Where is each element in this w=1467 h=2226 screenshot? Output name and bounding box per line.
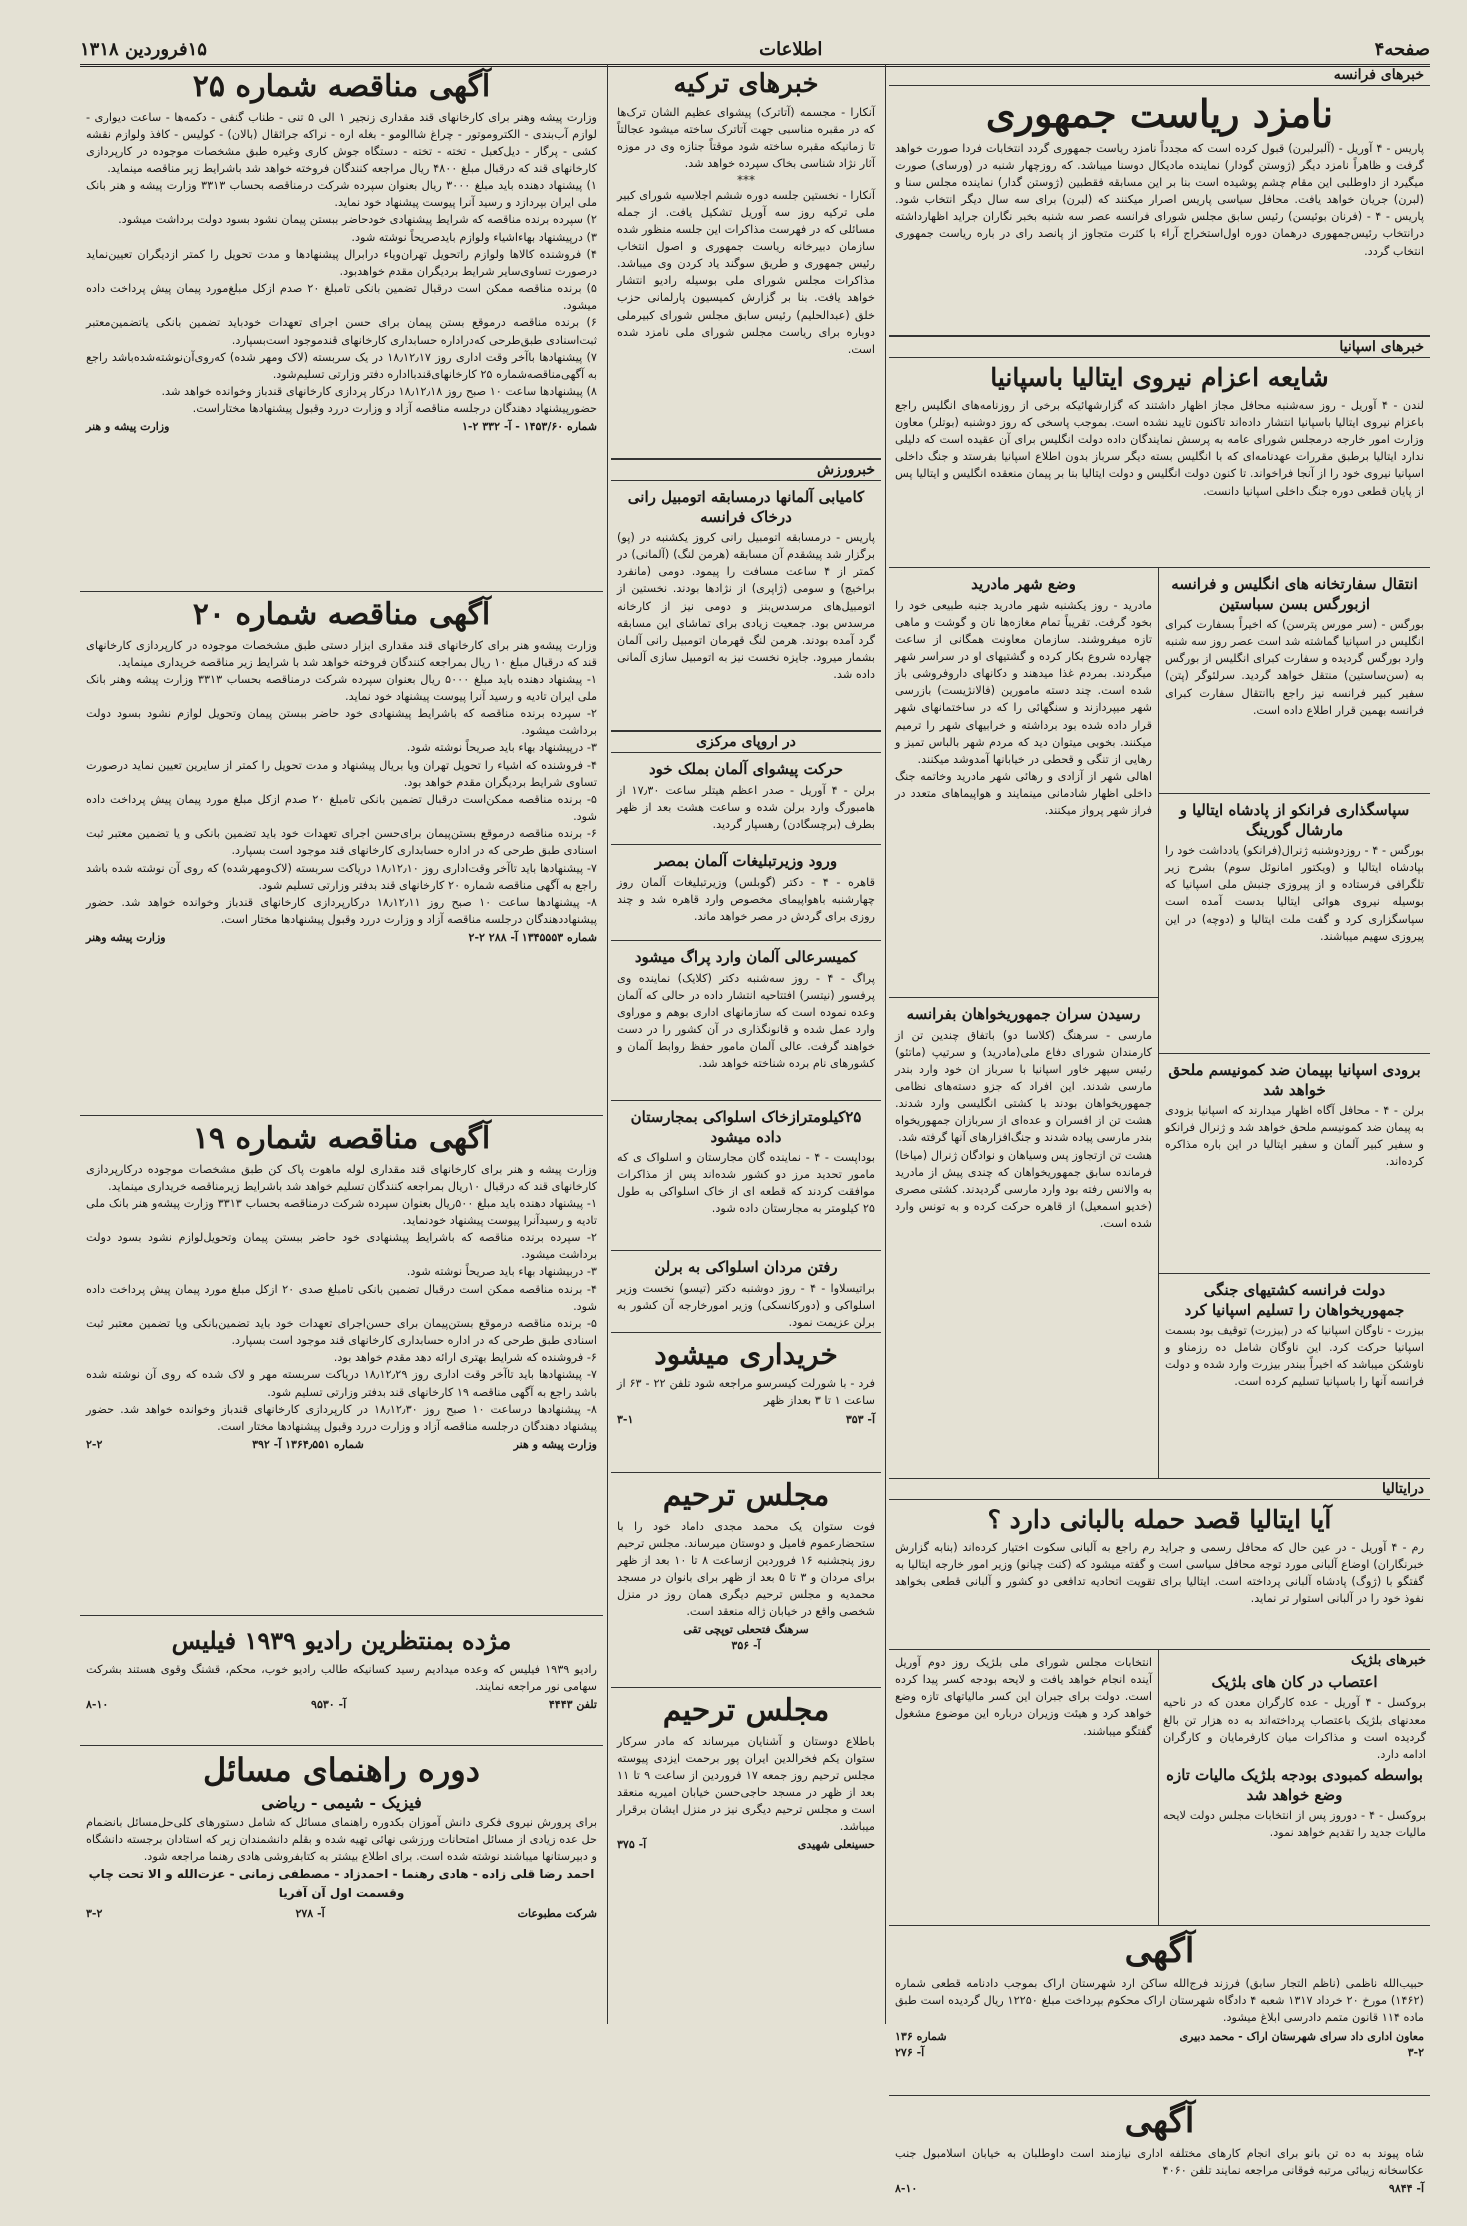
issue-date: ۱۵فروردین ۱۳۱۸ — [80, 38, 207, 60]
article-headline: آیا ایتالیا قصد حمله بالبانی دارد ؟ — [987, 1505, 1332, 1534]
notice-jobs — [889, 2096, 1430, 2226]
article-body: رم - ۴ آوریل - در عین حال که محافل رسمی و جراید رم راجع به آلبانی سکوت اختیار کرده‌اند (بنابه گزارش خبرنگاران) اوضاع آلبانی مورد توجه محافل سیاسی است و گفته میشود که (کنت چیانو) وزیر امور خارجه ایتالیا به گفتگو با (ژوگ) پادشاه آلبانی پرداخته است. ایتالیا برای تقویت اتحادیه تدافعی دو کشور و آلبانی قطعی بخواهد نفوذ خود را در آلبانی استوار تر نماید. — [895, 1540, 1424, 1606]
tender-signature: وزارت پیشه وهنر — [86, 931, 166, 945]
tender-condition: ۲) سپرده برنده مناقصه که شرایط پیشنهادی خودحاضر ببستن پیمان نشود بسود دولت برداشت میشود. — [118, 213, 597, 227]
tender-condition: ۴- فروشنده که اشیاء را تحویل تهران ویا بریال پیشنهاد و مدت تحویل را کمتر از سایرین تعیین نماید درصورت تساوی شرایط بردیگران مقدم خواهد بود. — [86, 758, 597, 789]
notice-body: شاه پیوند به ده تن بانو برای انجام کارهای مختلفه اداری نیازمند است داوطلبان به خیابان اسلامبول جنب عکاسخانه زیبائی مرتبه فوقانی مراجعه نمایند تلفن ۴۰۶۰ — [895, 2147, 1424, 2178]
ad-phone: تلفن ۴۴۴۳ — [548, 1698, 597, 1712]
article-headline: انتقال سفارتخانه های انگلیس و فرانسه ازبورگس بسن سباستین — [1171, 575, 1418, 613]
article-headline: رسیدن سران جمهوریخواهان بفرانسه — [906, 1005, 1141, 1023]
tender-condition: ۷- پیشنهادها باید تاآخر وقت اداری روز ۱۸٫۱۲٫۲۹ دریاکت سربسته مهر و لاک شده که روی آن نوشته شده باشد راجع به آگهی مناقصه ۱۹ کارخانهای قند بدفتر وزارتی تسلیم شود. — [86, 1368, 597, 1399]
paper-name: اطلاعات — [759, 38, 823, 60]
article-headline: حرکت پیشوای آلمان بملک خود — [649, 760, 843, 778]
notice-headline: آگهی — [1124, 2101, 1195, 2141]
tender-closing: حضورپیشنهاد دهندگان درجلسه مناقصه آزاد و وزارت دررد وقبول پیشنهادها مختاراست. — [192, 402, 597, 416]
belgium-continued — [889, 1650, 1158, 1925]
column-rule — [885, 64, 886, 2024]
notice-codes — [895, 2182, 1424, 2195]
tender-condition: ۷- پیشنهادها باید تاآخر وقت‌اداری روز ۱۸٫۱۲٫۱۰ دریاکت سربسته (لاک‌ومهرشده) که روی آن نوشته شده باشد راجع به آگهی مناقصه شماره ۲۰ کارخانهای قند بدفتر وزارتی تسلیم شود. — [86, 861, 597, 892]
franco-article — [1159, 794, 1430, 1054]
notice-body: باطلاع دوستان و آشنایان میرساند که مادر سرکار ستوان یکم فخرالدین ایران پور برحمت ایزدی پیوسته مجلس ترحیم روز جمعه ۱۷ فروردین از ساعت ۹ تا ۱۱ بعد از ظهر در مسجد حاجی‌حسن خیابان امیریه منعقد است و مجلس ترحیم دیگری نیز در منزل ایشان برقرار میباشد. — [617, 1734, 875, 1834]
article-body: بروکسل - ۴ آوریل - عده کارگران معدن که در ناحیه معدنهای بلژیک باعتصاب پرداخته‌اند به ده هزار تن بالغ گردیده است و مذاکرات میان کارفرمایان و کارگران ادامه دارد. — [1163, 1696, 1426, 1761]
ad-body: برای پرورش نیروی فکری دانش آموزان بکدوره راهنمای مسائل که شامل دستورهای کلی‌حل‌مسائل بانضمام حل عده زیادی از مسائل امتحانات ورزشی نهائی تهیه شده و بقلم دانشمندان زیر که استادان برجسته دانشگاه و دبیرستانها میباشند نوشته شده است. برای اطلاع بیشتر به کتابفروشی هادی رهنما مراجعه شود. — [86, 1815, 597, 1864]
tender-condition: ۸) پیشنهادها ساعت ۱۰ صبح روز ۱۸٫۱۲٫۱۸ درکار پردازی کارخانهای قندباز وخوانده خواهد شد. — [161, 385, 597, 398]
republicans-article — [889, 998, 1158, 1474]
tender-intro: وزارت پیشه وهنر برای کارخانهای قند مقداری زنجیر ۱ الی ۵ تنی - طناب گنفی - دکمه‌ها - ساعت دیواری - لوازم آب‌بندی - الکتروموتور - چراغ شاالومو - بغله اره - نراکه جراثقال (بالان) - کولیس - کافذ ولوازم نقشه کشی - پرگار - دیل‌کعبل - تخته - تخته - دستگاه جوش کاری وغیره طبق مشخصات موجوده در کارپردازی کارخانهای قند که درقبال مبلغ ۴۸۰۰ ریال مراجعه کنندگان فروخته خواهد شد باشرایط زیر مناقصه مینماید. — [86, 110, 597, 175]
tender-condition: ۶- برنده مناقصه درموقع بستن‌پیمان برای‌حسن اجرای تعهدات خود باید تضمین بانکی و یا تضمین معتبر ثبت اسنادی طبق طرحی که در اداره حسابداری کارخانهای قند موجود است بسپارد. — [86, 827, 597, 858]
ad-code: ۳-۲ — [86, 1906, 103, 1920]
italy-article — [889, 1500, 1430, 1650]
europe-article — [611, 1251, 881, 1333]
course-ad — [80, 1746, 603, 2024]
article-headline: خبرهای ترکیه — [673, 69, 819, 99]
europe-article — [611, 941, 881, 1101]
tender-ad-19 — [80, 1116, 603, 1616]
article-headline: کمیسرعالی آلمان وارد پراگ میشود — [634, 948, 858, 966]
course-subjects: فیزیک - شیمی - ریاضی — [261, 1792, 422, 1812]
column-rule — [607, 64, 608, 2024]
article-body: اهالی شهر از آزادی و رهائی شهر مادرید وخاتمه جنگ داخلی اظهار شادمانی مینمایند و هواپیماهای متعدد در فراز شهر پرواز میکنند. — [895, 770, 1152, 818]
article-body: آنکارا - نخستین جلسه دوره ششم اجلاسیه شورای کبیر ملی ترکیه روز سه آوریل تشکیل یافت. از جمله مسائلی که در فهرست مذاکرات این جلسه منظور شده سازمان دبیرخانه ریاست جمهوری و اصول انتخاب رئیس جمهوری و طریق سوگند یاد کردن وی میباشد. مذاکرات مجلس شورای ملی بوسیله رادیو انتشار خواهد یافت. بنا بر گزارش کمیسیون پارلمانی حزب خلق (عبدالحلیم) رئیس سابق مجلس شورای کبیرملی دوباره برای ریاست مجلس شورای ملی نامزد شده است. — [617, 188, 875, 356]
article-headline: ۲۵کیلومترازخاک اسلواکی بمجارستان داده میشود — [630, 1108, 862, 1146]
ad-footer — [86, 1907, 597, 1920]
tender-conditions — [86, 1195, 597, 1435]
tender-condition: ۲- سپرده برنده مناقصه که باشرایط پیشنهادی خود حاضر ببستن پیمان وتحویل‌لوازم نشود بسود دولت برداشت میشود. — [86, 1231, 597, 1262]
article-body: بروکسل - ۴ - دوروز پس از انتخابات مجلس دولت لایحه مالیات جدید را تقدیم خواهد نمود. — [1163, 1809, 1426, 1840]
ad-body: رادیو ۱۹۳۹ فیلیس که وعده میدادیم رسید کسانیکه طالب رادیو خوب، محکم، قشنگ وقوی هستند بشرکت سهامی نور مراجعه نمایند. — [86, 1663, 597, 1694]
tender-condition: ۱- پیشنهاد دهنده باید مبلغ ۵۰۰۰ ریال بعنوان سپرده شرکت درمناقصه بحساب ۳۳۱۳ وزارت پیشه وهنر بانک ملی ایران تادیه و رسید آنرا پیوست پیشنهاد خود نماید. — [86, 672, 597, 703]
article-body: پاریس - ۴ آوریل - (آلبرلبرن) قبول کرده است که مجدداً نامزد ریاست جمهوری گردد انتخابات فردا صورت خواهد گرفت و ظاهراً نامزد دیگر (ژوستن گودار) نماینده مادیکال دوسنا میباشد. که روزچهار شنبه در (ورسای) صورت میگیرد از داوطلبی این مقام چشم پوشیده است بنا بر این مسابقه فقطبین (ژوستن گدار) نماینده مجلس سنا و (لبرن) جریان خواهد یافت. محافل سیاسی پاریس اصرار میکنند که (لبرن) برای سه سال دیگر انتخاب شود. پاریس - ۴ - (فرنان بوئیسن) رئیس سابق مجلس شورای فرانسه عصر سه شنبه بخبر نگاران جراید اظهارداشته درانتخاب رئیس‌جمهوری درهمان دوره اول‌استخراج آراء با کثرت متجاوز از پانصد رای در باره ریاست جمهوری انتخاب گردد. — [895, 141, 1424, 258]
article-body: برلن - ۴ آوریل - صدر اعظم هیتلر ساعت ۱۷٫۳۰ از هامبورگ وارد برلن شده و ساعت هشت بعد از ظهر بطرف (برچسگادن) رهسپار گردید. — [617, 783, 876, 831]
article-headline: اعتصاب در کان های بلژیک — [1211, 1672, 1378, 1691]
tender-condition: ۲- سپرده برنده مناقصه که باشرایط پیشنهادی خود حاضر ببستن پیمان وتحویل لوازم نشود بسود دولت برداشت میشود. — [86, 707, 597, 738]
tender-condition: ۴- برنده مناقصه ممکن است درقبال تضمین بانکی تامبلغ صدی ۲۰ ازکل مبلغ مورد پیمان پیش پرداخت داده شود. — [86, 1282, 597, 1313]
britain-article — [1159, 568, 1430, 794]
article-headline: کامیابی آلمانها درمسابقه اتومبیل رانی درخاک فرانسه — [627, 488, 865, 526]
article-body: قاهره - ۴ - دکتر (گوبلس) وزیرتبلیغات آلمان روز چهارشنبه باهواپیمای مخصوص وارد قاهره شد و چند روزی برای گردش در مصر خواهد ماند. — [617, 875, 875, 923]
article-body: بیزرت - ناوگان اسپانیا که در (بیزرت) توقیف بود بسمت اسپانیا حرکت کرد. این ناوگان شامل ده رزمناو و ناوشکن میباشد که اخیراً ببندر بیزرت وارد شده و دولت فرانسه آنها را باسپانیا تسلیم کرده است. — [1165, 1324, 1424, 1389]
ads-column-left — [80, 64, 603, 2024]
notice-body: حبیب‌الله ناظمی (ناظم التجار سابق) فرزند فرج‌الله ساکن ارد شهرستان اراک بموجب دادنامه قطعی شماره (۱۴۶۲) مورخ ۲۰ خرداد ۱۳۱۷ شعبه ۴ دادگاه شهرستان اراک محکوم بپرداخت مبلغ ۱۲۲۵۰ ریال گردیده است طبق ماده ۱۱۴ قانون متمم دادرسی ابلاغ میشود. — [895, 1977, 1424, 2025]
tender-condition: ۱- پیشنهاد دهنده باید مبلغ ۵۰۰ریال بعنوان سپرده شرکت درمناقصه بحساب ۳۳۱۳ وزارت پیشه‌و هنر بانک ملی تادیه و رسیدآنرا پیوست پیشنهاد خودنماید. — [86, 1196, 598, 1227]
article-headline: برودی اسپانیا بپیمان ضد کمونیسم ملحق خواهد شد — [1168, 1061, 1421, 1099]
tender-condition: ۸- پیشنهادها درساعت ۱۰ صبح روز ۱۸٫۱۲٫۳۰ در کارپردازی کارخانهای قندباز وخوانده خواهد شد. حضور پیشنهاد دهندگان درجلسه مناقصه آزاد و وزارت دررد وقبول پیشنهادها مختار است. — [86, 1402, 597, 1433]
article-body: بورگس - (سر مورس پترسن) که اخیراً بسفارت کبرای انگلیس در اسپانیا گماشته شد است عصر روز سه شنبه وارد بورگس گردیده و سفارت کبرای انگلیس از بورگس به (سن‌ساستین) منتقل خواهد گردید. سرلئوگر (پتن) سفیر کبیر فرانسه نیز راجع باانتقال سفارت کبرای فرانسه بهمین قرار اطلاع داده است. — [1165, 618, 1424, 717]
section-label: در اروپای مرکزی — [611, 731, 881, 753]
section-label: خبرهای بلژیک — [1351, 1653, 1426, 1668]
tender-condition: ۵- برنده مناقصه درموقع بستن‌پیمان برای حسن‌اجرای تعهدات خود باید تضمین‌بانکی ویا تضمین معتبر ثبت اسنادی طبق طرحی که در اداره حسابداری کارخانهای قند موجود است بسپارد. — [86, 1316, 597, 1348]
tender-condition: ۳) درپیشنهاد بهاءاشیاء ولوازم بایدصریحاً نوشته شود. — [351, 230, 597, 244]
europe-article — [611, 1101, 881, 1251]
turkey-article — [611, 64, 881, 459]
notice-codes — [895, 2046, 1424, 2059]
article-headline: شایعه اعزام نیروی ایتالیا باسپانیا — [990, 363, 1329, 392]
notice-code: ۳-۲ — [1407, 2045, 1424, 2059]
tender-condition: ۳- درپیشنهاد بهاء باید صریحاً نوشته شود. — [406, 741, 597, 755]
tender-intro: وزارت پیشه‌و هنر برای کارخانهای قند مقداری ابزار دستی طبق مشخصات موجوده در کارپردازی کارخانهای قند که درقبال مبلغ ۱۰ ریال بمراجعه کنندگان فروخته خواهد شد با شرایط زیر مناقصه خریداری مینماید. — [86, 638, 597, 669]
tender-ref: شماره ۱۳۶۴٫۵۵۱ آ- ۳۹۲ — [252, 1438, 364, 1451]
tender-ref: شماره ۱۳۴۵۵۵۳ آ- ۲۸۸ ۲-۲ — [468, 931, 597, 945]
article-body: لندن - ۴ آوریل - روز سه‌شنبه محافل مجاز اظهار داشتند که گزارشهائیکه برخی از روزنامه‌های انگلیس راجع باعزام نیروی ایتالیا باسپانیا انتشار داده‌اند تاکنون تایید نشده است. بموجب پاسخی که روز دوشنبه (بوتلر) معاون وزارت امور خارجه درمجلس شورای عامه به پرسش نمایندگان داده دولت انگلیس برای آن عقیده است که دلیلی ندارد ایتالیا برطبق مقررات عهدنامه‌ای که با انگلیس بسته دیگر سرباز بدون اطلاع اسپانیا بفرستد و جنگ داخلی اسپانیا نیروی خود را از آنجا فراخواند. تا کنون دولت انگلیس و دولت ایتالیا بنا بر پیمان منعقده انگلیس و ایتالیا پس از پایان قطعی دوره جنگ داخلی اسپانیا دانست. — [895, 398, 1424, 498]
spain-article — [889, 358, 1430, 568]
article-headline: ورود وزیرتبلیغات آلمان بمصر — [654, 852, 838, 870]
tender-headline: آگهی مناقصه شماره ۱۹ — [192, 1121, 491, 1156]
notice-headline: مجلس ترحیم — [662, 1693, 830, 1728]
ships-article — [1159, 1274, 1430, 1474]
article-headline: دولت فرانسه کشتیهای جنگی جمهوریخواهان را تسلیم اسپانیا کرد — [1184, 1281, 1405, 1319]
tender-condition: ۴) فروشنده کالاها ولوازم راتحویل تهران‌ویاء درابرال پیشنهادها و مدت تحویل را کمتر ازدیگران تعیین‌نماید درصورت تساوی‌سایر شرایط بردیگران مقدم خواهدبود. — [86, 247, 597, 278]
section-label: خبرورزش — [611, 459, 881, 481]
tender-condition: ۳- دربیشنهاد بهاء باید صریحاً نوشته شود. — [406, 1265, 597, 1279]
tender-ad-20 — [80, 592, 603, 1116]
madrid-article — [889, 568, 1158, 998]
ad-headline: مژده بمنتظرین رادیو ۱۹۳۹ فیلیس — [171, 1626, 512, 1655]
ad-headline: دوره راهنمای مسائل — [203, 1751, 480, 1789]
notice-signature: معاون اداری داد سرای شهرستان اراک - محمد دبیری — [1179, 2029, 1424, 2043]
notice-footer — [895, 2030, 1424, 2043]
tender-condition: ۶- فروشنده که شرایط بهتری ارائه دهد مقدم خواهد بود. — [333, 1351, 597, 1365]
article-body: پاریس - درمسابقه اتومبیل رانی کروز یکشنبه در (پو) برگزار شد پیشقدم آن مسابقه (هرمن لنگ) (آلمانی) در کمتر از ۴ ساعت مسافت را پیمود. دومی (مانفرد براخیچ) و سومی (ژاپری) از نژادها بودند. نخستین از اتومبیل‌های مرسدس‌بنز و دومی نیز از کارخانه مرسدس بود. جمعیت زیادی برای تماشای این مسابقه گرد آمده بودند. هرمن لنگ قهرمان اتومبیل رانی آلمان بشمار میرود. جایزه نخست نیز به اتومبیل سازی آلمانی داده شد. — [617, 531, 875, 682]
memorial-notice — [611, 1688, 881, 1888]
news-column-right — [889, 64, 1430, 2196]
page-number: صفحه۴ — [1374, 38, 1430, 60]
article-headline: بواسطه کمبودی بودجه بلژیک مالیات تازه وضع خواهد شد — [1166, 1766, 1423, 1804]
sport-article — [611, 481, 881, 731]
tender-condition: ۱) پیشنهاد دهنده باید مبلغ ۳۰۰۰ ریال بعنوان سپرده شرکت درمناقصه بحساب ۳۳۱۳ وزارت پیشه و هنر بانک ملی ایران بپردازد و رسید آنرا پیوست پیشنهاد خود نماید. — [86, 179, 597, 210]
article-headline: وضع شهر مادرید — [971, 575, 1076, 593]
buy-ad — [611, 1333, 881, 1473]
section-label: خبرهای اسپانیا — [889, 336, 1430, 358]
article-body: پراگ - ۴ - روز سه‌شنبه دکتر (کلایک) نماینده وی پرفسور (نیتسر) افتتاحیه انتشار داده در حالی که آلمان وعده نموده است که سازمانهای اداری بوهم و موراوی وارد عمل شده و قانونگذاری در آن کشور را در دست خواهند گرفت. عالی آلمان مامور حفظ روابط آلمان و کشورهای نام برده شناخته خواهد شد. — [617, 971, 875, 1071]
tender-conditions — [86, 671, 597, 928]
tender-headline: آگهی مناقصه شماره ۲۰ — [192, 597, 491, 632]
notice-code: آ- ۹۸۴۴ — [1388, 2182, 1424, 2196]
article-body: آنکارا - مجسمه (آتاترک) پیشوای عظیم الشان ترک‌ها که در مقبره مناسبی جهت آتاترک ساخته میشود عجالتاً تا زمانیکه مقبره ساخته شود موقتاً جنازه وی در موزه آثار نژاد شناسی بخاک سپرده خواهد شد. — [617, 105, 875, 171]
tender-headline: آگهی مناقصه شماره ۲۵ — [192, 69, 491, 104]
notice-signature: سرهنگ فتحعلی توپچی تقی — [683, 1623, 809, 1637]
section-label: خبرهای فرانسه — [889, 64, 1430, 86]
ad-code: ۸-۱۰ — [86, 1698, 109, 1712]
news-column-middle — [611, 64, 881, 2024]
masthead — [80, 34, 1430, 67]
tender-condition: ۵) برنده مناقصه ممکن است درقبال تضمین بانکی تامبلغ ۲۰ صدم ازکل مبلغ‌مورد پیمان پیش پرداخت داده میشود. — [86, 282, 597, 313]
section-label: درایتالیا — [889, 1478, 1430, 1500]
notice-ref: شماره ۱۳۶ — [895, 2029, 947, 2043]
notice-code: آ- ۲۷۶ — [895, 2045, 925, 2059]
article-body: برلن - ۴ - محافل آگاه اظهار میدارند که اسپانیا بزودی به پیمان ضد کمونیسم ملحق خواهد شد و ژنرال فرانکو و سفیر کبیر آلمان و سفیر ایتالیا در این باره مذاکره کرده‌اند. — [1165, 1104, 1424, 1169]
article-body: هشت تن ازتجاوز پس وسیاهان و نوادگان ژنرال (میاخا) فرمانده سابق جمهوریخواهان که چندی پیش از مادرید به والانس رفته بود وارد مارسی گردیدند. کشتی مصری (خدیو اسمعیل) از قاهره حرکت کرده و به تونس وارد شده است. — [895, 1148, 1152, 1231]
anticomintern-article — [1159, 1054, 1430, 1274]
memorial-notice — [611, 1473, 881, 1688]
notice-signature: حسینعلی شهیدی — [797, 1838, 875, 1852]
article-headline: رفتن مردان اسلواکی به برلن — [654, 1258, 838, 1276]
ad-code: ۳-۱ — [617, 1412, 634, 1426]
tender-code: ۲-۲ — [86, 1438, 103, 1451]
belgium-row — [889, 1650, 1430, 1926]
notice-body: فوت ستوان یک محمد مجدی داماد خود را با ستحضارعموم فامیل و دوستان میرساند. مجلس ترحیم روز پنجشنبه ۱۶ فروردین ازساعت ۸ تا ۱۰ بعد از ظهر برای مردان و ۳ تا ۵ بعد از ظهر برای بانوان در مسجد محمدیه و مجلس ترحیم دیگری همان روز در منزل شخصی واقع در خیابان ژاله منعقد است. — [617, 1519, 875, 1619]
notice-code: ۸-۱۰ — [895, 2182, 918, 2196]
article-body: مادرید - روز یکشنبه شهر مادرید جنبه طبیعی خود را بخود گرفت. تقریباً تمام مغازه‌ها نان و گوشت و ماهی تازه میفروشند. سازمان معاونت همگانی از ساعت چهارده شروع بکار کرده و گشتیهای او در سراسر شهر میگردند. بمردم غذا میدهند و دکانهای داروفروشی باز شده است. چند دسته مامورین (فالانژیست) بازرسی شهر میپردازند و سنگهائی را که در ساختمانهای شهر قرار داده شده بود برداشته و خرابیهای شهر را ترمیم میکنند. بخوبی میتوان دید که مردم شهر بالباس تمیز و رهایی از تنگی و قحطی در خیابانها آمدوشد میکنند. — [895, 598, 1152, 766]
article-body: انتخابات مجلس شورای ملی بلژیک روز دوم آوریل آینده انجام خواهد یافت و لایحه بودجه کسر پیدا کرده است. دولت برای جبران این کسر مالیاتهای تازه وضع خواهد کرد و هیئت وزیران درباره این موضوع مشغول گفتگو میباشند. — [895, 1656, 1152, 1738]
belgium-subcolumn — [1158, 1650, 1430, 1925]
ad-publisher: شرکت مطبوعات — [517, 1906, 597, 1920]
radio-ad — [80, 1616, 603, 1746]
article-headline: نامزد ریاست جمهوری — [985, 91, 1334, 136]
tender-condition: ۶) برنده مناقصه درموقع بستن پیمان برای حسن اجرای تعهدات خودباید تضمین بانکی یاتضمین‌معتبر ثبت‌اسنادی طبق‌طرحی که‌دراداره حسابداری کارخانهای قندموجود است‌بسپارد. — [86, 316, 597, 347]
tender-condition: ۸- پیشنهادها ساعت ۱۰ صبح روز ۱۸٫۱۲٫۱۱ درکارپردازی کارخانهای قندباز وخوانده خواهد شد. حضور پیشنهاددهندگان درجلسه مناقصه آزاد و وزارت دررد وقبول پیشنهادها مختار است. — [86, 895, 597, 926]
ad-codes — [617, 1413, 875, 1426]
article-headline: سپاسگذاری فرانکو از پادشاه ایتالیا و مارشال گورینگ — [1179, 801, 1410, 839]
tender-footer — [86, 420, 597, 433]
article-body: بورگس - ۴ - روزدوشنبه ژنرال(فرانکو) یادداشت خود را بپادشاه ایتالیا و (ویکتور امانوئل سوم) بشرح زیر تلگرافی فرستاده و از پیروزی جنبش ملی اسپانیا که بوسیله نیروی هوائی ایتالیا بدست آمده است سپاسگزاری کرد و گفت ملت ایتالیا و (دوچه) در این پیروزی سهیم میباشند. — [1165, 844, 1424, 943]
tender-intro: وزارت پیشه و هنر برای کارخانهای قند مقداری لوله ماهوت پاک کن طبق مشخصات موجوده درکارپردازی کارخانهای قند که درقبال ۱۰ریال بمراجعه کنندگان تسلیم خواهد شد باشرایط زیرمناقصه خریداری مینماید. — [86, 1162, 597, 1193]
notice-court — [889, 1926, 1430, 2096]
article-body: بوداپست - ۴ - نماینده گان مجارستان و اسلواک ی که مامور تحدید مرز دو کشور شده‌اند پس از مذاکرات موافقت کردند که قطعه ای از خاک اسلواکی به طول ۲۵ کیلومتر به مجارستان داده شود. — [617, 1151, 875, 1216]
europe-article — [611, 845, 881, 941]
europe-article — [611, 753, 881, 845]
tender-ad-25 — [80, 64, 603, 592]
tender-conditions — [86, 177, 597, 400]
separator: *** — [737, 172, 755, 187]
tender-condition: ۵- برنده مناقصه ممکن‌است درقبال تضمین بانکی تامبلغ ۲۰ صدم ازکل مبلغ مورد پیمان پیش پرداخت داده شود. — [86, 792, 597, 824]
article-body: مارسی - سرهنگ (کلاسا دو) باتفاق چندین تن از کارمندان شورای دفاع ملی(مادرید) و سرتیپ (ماتئو) رئیس سپهر خاور اسپانیا با سرباز ان خود وارد بندر مارسی شدند. این افراد که جزو دسته‌های نظامی جمهوریخواهان بودند با کشتی انگلیسی وارد شدند. هشت تن از افسران و عده‌ای از سربازان جمهوریخواه بندر مارسی پیاده شدند و جنگ‌افزارهای آنها گرفته شد. — [895, 1028, 1152, 1145]
ad-code: آ- ۲۷۸ — [295, 1906, 325, 1920]
ad-body: فرد - با شورلت کیسرسو مراجعه شود تلفن ۲۲ - ۶۳ از ساعت ۱ تا ۳ بعداز ظهر — [617, 1377, 875, 1408]
notice-headline: آگهی — [1124, 1931, 1195, 1971]
notice-code: آ- ۳۷۵ — [617, 1838, 647, 1852]
tender-condition: ۷) پیشنهادها باآخر وقت اداری روز ۱۸٫۱۲٫۱۷ در یک سربسته (لاک ومهر شده) که‌روی‌آن‌نوشته‌شده‌باشد راجع به آگهی‌مناقصه‌شماره ۲۵ کارخانهای‌قند‌بااداره دفتر وزارتی تسلیم‌شود. — [86, 350, 597, 381]
france-article — [889, 86, 1430, 336]
ad-code: آ- ۹۵۳۰ — [311, 1698, 347, 1712]
notice-footer — [617, 1838, 875, 1851]
tender-signature: وزارت پیشه و هنر — [513, 1438, 597, 1451]
course-authors: احمد رضا قلی زاده - هادی رهنما - احمدزاد - مصطفی زمانی - عزت‌الله و الا تحت چاپ وقسمت اول آن آفریا — [88, 1867, 595, 1901]
article-body: براتیسلاوا - ۴ - روز دوشنبه دکتر (تیسو) نخست وزیر اسلواکی و (دورکانسکی) وزیر امورخارجه آن کشور به برلن عزیمت نمود. — [617, 1281, 875, 1329]
ad-headline: خریداری میشود — [654, 1338, 838, 1371]
tender-signature: وزارت پیشه و هنر — [86, 420, 170, 434]
ad-code: آ- ۳۵۳ — [845, 1412, 875, 1426]
tender-footer — [86, 931, 597, 944]
notice-code: آ- ۳۵۶ — [731, 1639, 761, 1653]
tender-ref: شماره ۱۴۵۳/۶۰ - آ- ۳۳۲ ۲-۱ — [462, 420, 597, 434]
tender-footer — [86, 1438, 597, 1451]
ad-footer — [86, 1698, 597, 1711]
notice-headline: مجلس ترحیم — [662, 1478, 830, 1513]
